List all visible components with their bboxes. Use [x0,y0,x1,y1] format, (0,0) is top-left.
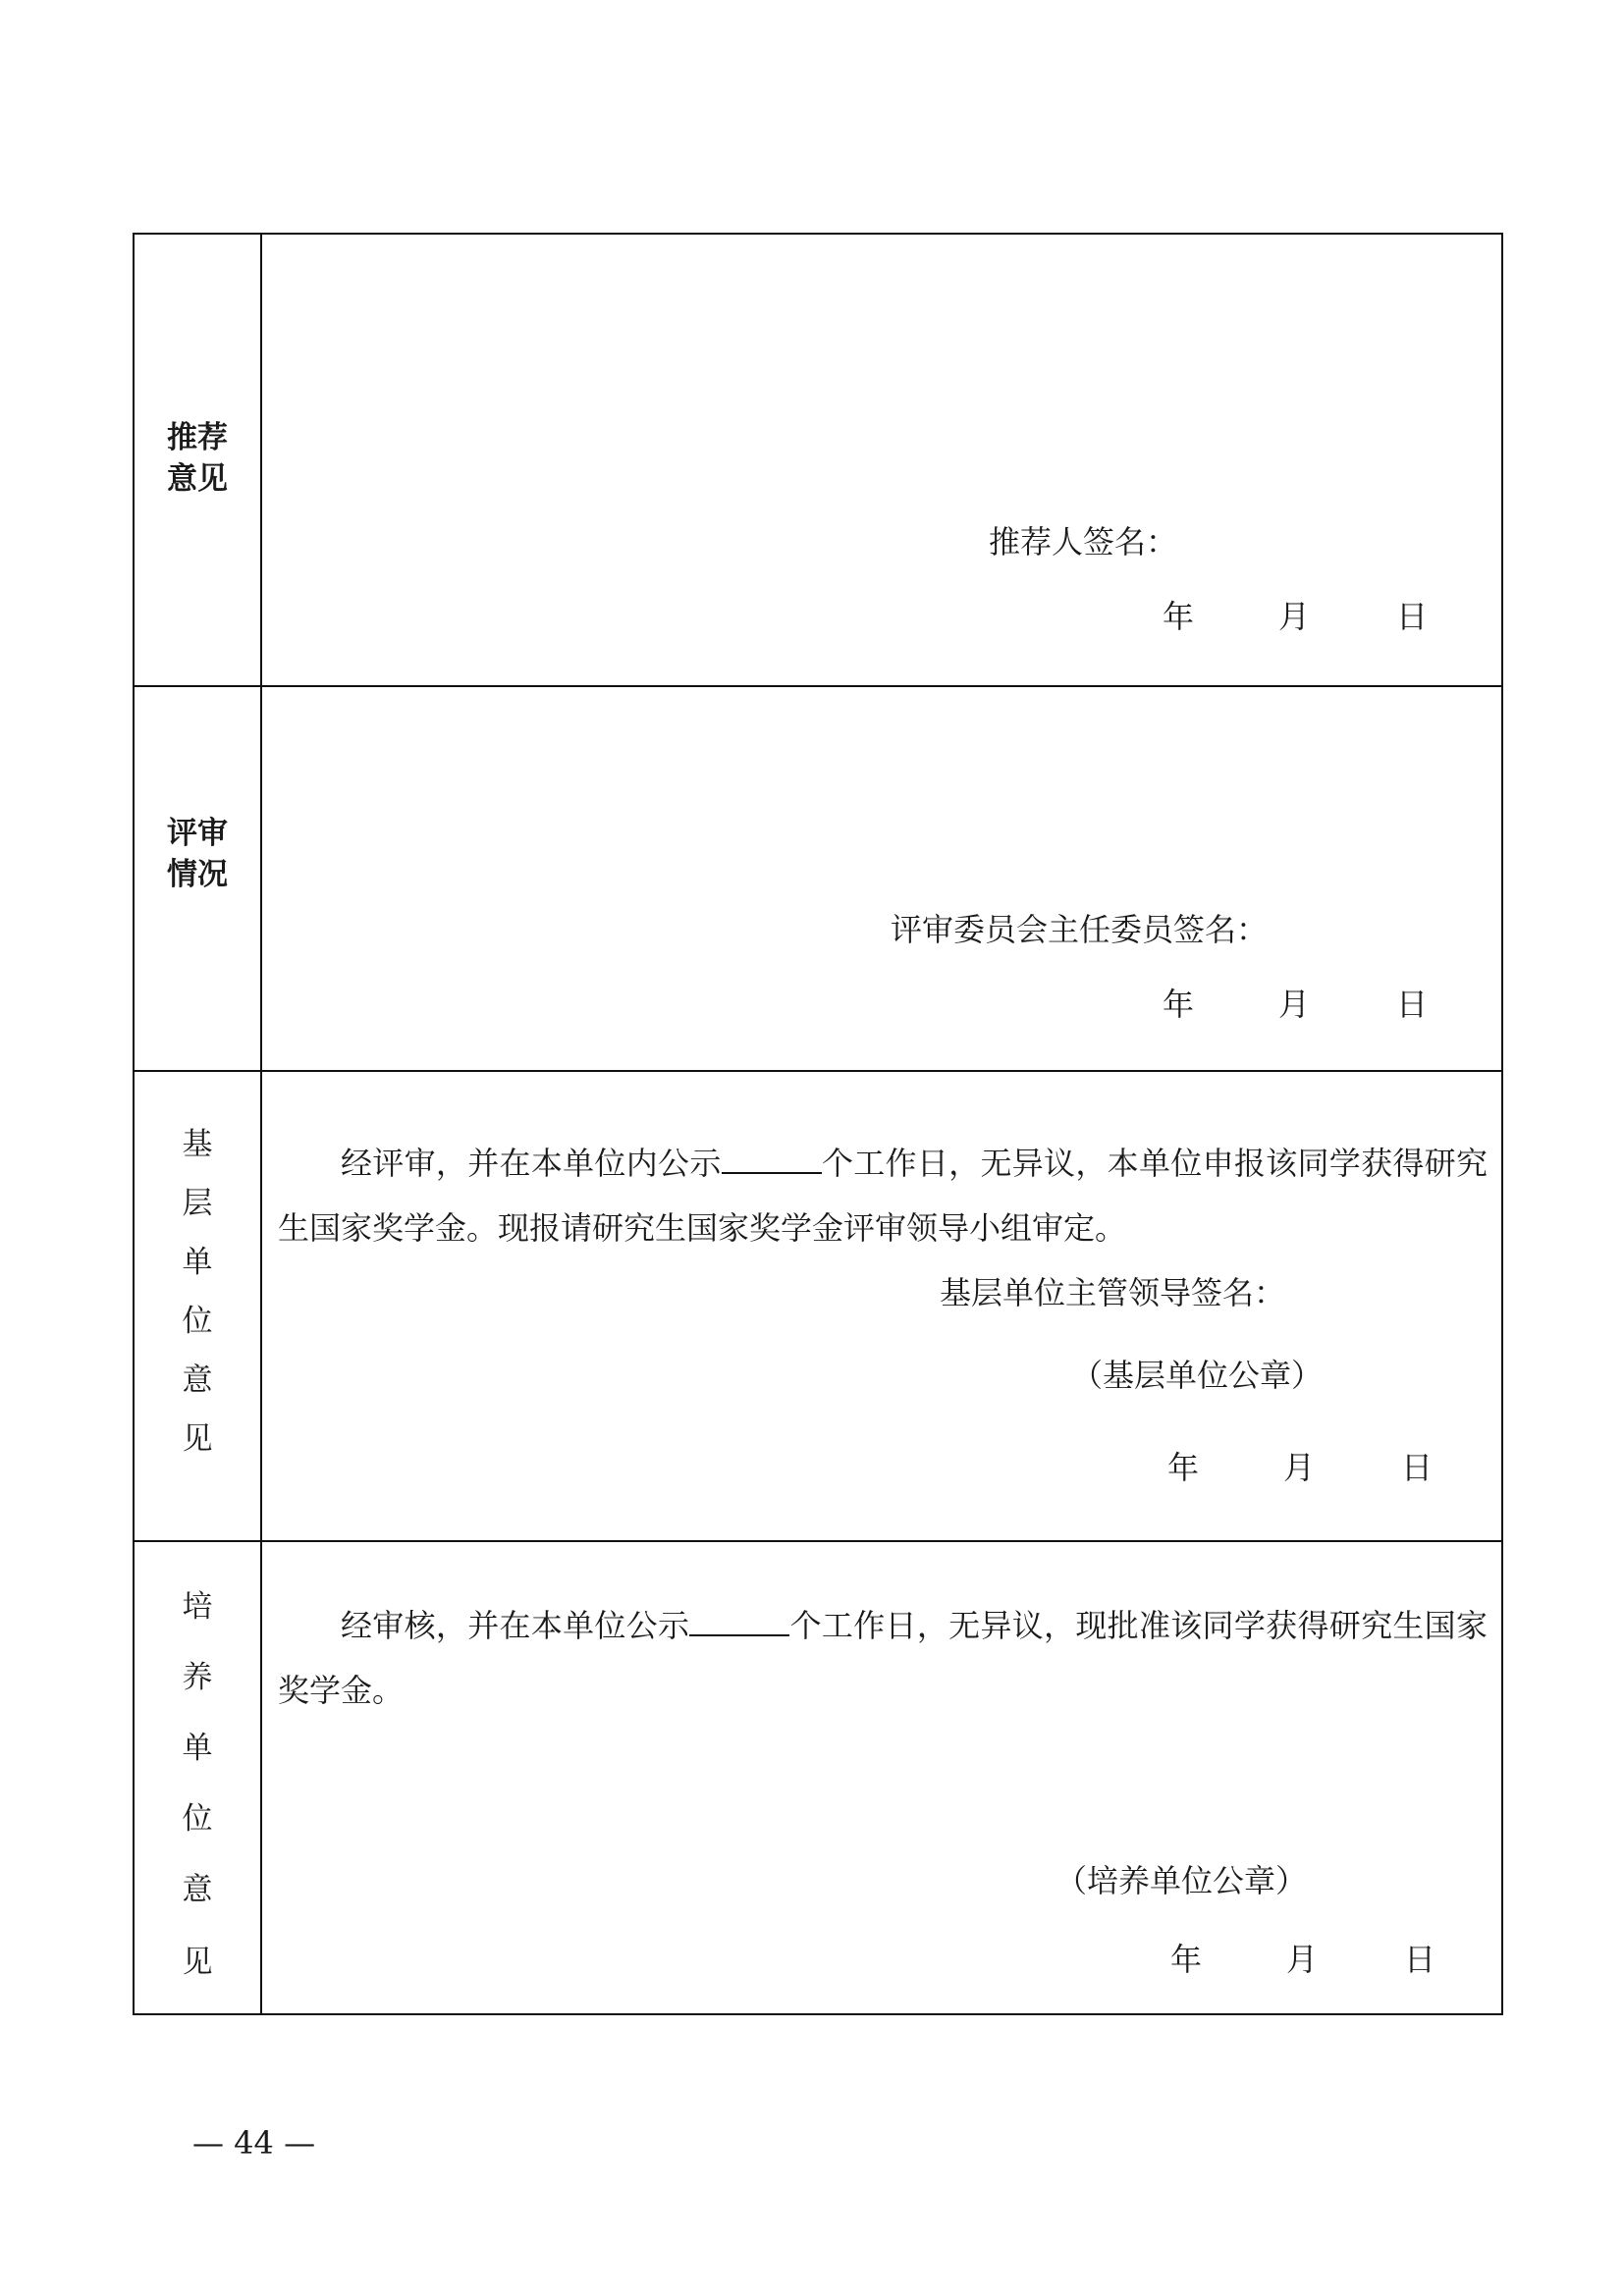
base-unit-label-char-5: 意 [182,1362,213,1398]
base-unit-label-char-2: 层 [182,1186,213,1221]
base-unit-statement [278,1131,1488,1260]
approval-form-table [133,233,1503,2015]
base-unit-label-char-6: 见 [182,1421,213,1457]
base-unit-seal: （基层单位公章） [1071,1357,1324,1394]
base-unit-date-month: 月 [1283,1449,1316,1486]
training-unit-label-char-2: 养 [182,1660,213,1695]
recommend-date-month: 月 [1278,598,1311,635]
training-unit-date-month: 月 [1286,1941,1319,1978]
base-unit-date-day: 日 [1401,1449,1434,1486]
base-unit-content-cell[interactable] [261,1071,1502,1541]
base-unit-days-blank[interactable] [722,1143,822,1174]
review-date-day: 日 [1396,986,1429,1023]
base-unit-date [262,1443,1501,1486]
review-row [134,686,1502,1071]
review-signature-label: 评审委员会主任委员签名： [891,911,1269,948]
training-unit-date-day: 日 [1404,1941,1436,1978]
review-date-year: 年 [1163,986,1195,1023]
training-unit-statement-part1: 经审核，并在本单位公示 [341,1607,690,1644]
review-date-month: 月 [1278,986,1311,1023]
training-unit-statement [278,1593,1488,1723]
recommend-label-line1: 推荐 [167,420,228,455]
training-unit-label-char-1: 培 [182,1589,213,1625]
training-unit-label-char-5: 意 [182,1872,213,1907]
recommend-date-day: 日 [1396,598,1429,635]
recommender-signature-label: 推荐人签名： [989,523,1178,561]
training-unit-days-blank[interactable] [689,1605,789,1636]
recommend-date [262,592,1501,635]
training-unit-label-char-6: 见 [182,1945,213,1980]
training-unit-seal: （培养单位公章） [1056,1862,1308,1899]
review-label-line1: 评审 [167,816,228,851]
review-label-line2: 情况 [167,857,228,892]
base-unit-row [134,1071,1502,1541]
recommend-content-cell[interactable] [261,234,1502,686]
base-unit-label-char-1: 基 [182,1127,213,1162]
recommend-date-year: 年 [1163,598,1195,635]
base-unit-signature-label: 基层单位主管领导签名： [940,1274,1286,1311]
training-unit-content-cell[interactable] [261,1541,1502,2014]
base-unit-label-char-3: 单 [182,1245,213,1280]
base-unit-statement-part1: 经评审，并在本单位内公示 [341,1145,722,1182]
review-content-cell[interactable] [261,686,1502,1071]
training-unit-date [262,1935,1501,1978]
base-unit-label-char-4: 位 [182,1304,213,1339]
review-date [262,980,1501,1023]
training-unit-label-char-4: 位 [182,1801,213,1837]
recommend-row [134,234,1502,686]
review-label-cell [134,686,261,1071]
training-unit-date-year: 年 [1170,1941,1203,1978]
page-number: — 44 — [192,2124,316,2162]
base-unit-label-cell [134,1071,261,1541]
training-unit-label-char-3: 单 [182,1731,213,1766]
recommend-label-line2: 意见 [167,461,228,497]
training-unit-row [134,1541,1502,2014]
base-unit-statement-part2: 个工作日，无异议，本单位申报该同学获得研究生国家奖学金。现报请研究生国家奖学金评审领导小组审定。 [278,1145,1488,1247]
base-unit-date-year: 年 [1167,1449,1200,1486]
recommend-label-cell [134,234,261,686]
training-unit-label-cell [134,1541,261,2014]
training-unit-statement-part2: 个工作日，无异议，现批准该同学获得研究生国家奖学金。 [278,1607,1488,1709]
